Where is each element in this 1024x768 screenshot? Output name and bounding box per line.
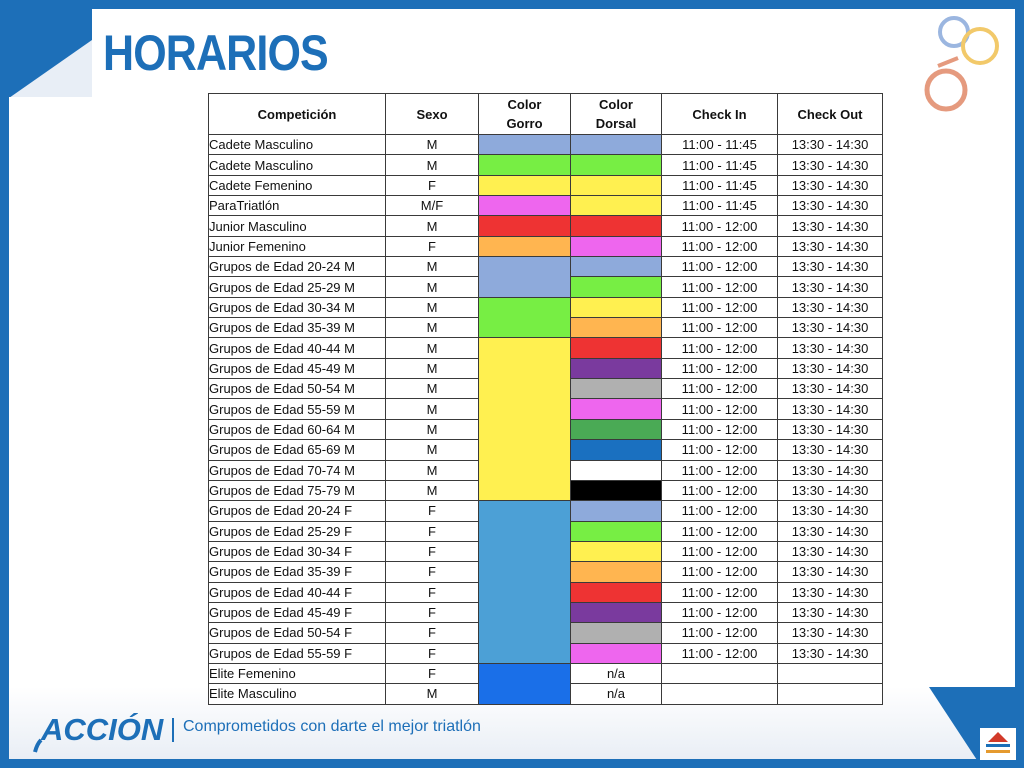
cell-check-in: 11:00 - 12:00 bbox=[662, 399, 778, 419]
cell-check-in: 11:00 - 12:00 bbox=[662, 623, 778, 643]
cell-sexo: M/F bbox=[386, 196, 479, 216]
cell-sexo: M bbox=[386, 379, 479, 399]
cell-check-in: 11:00 - 12:00 bbox=[662, 236, 778, 256]
cell-sexo: F bbox=[386, 663, 479, 683]
table-row bbox=[209, 501, 883, 521]
cell-color-gorro bbox=[479, 338, 571, 501]
cell-check-out: 13:30 - 14:30 bbox=[778, 297, 883, 317]
cell-check-in: 11:00 - 12:00 bbox=[662, 216, 778, 236]
cell-check-out: 13:30 - 14:30 bbox=[778, 480, 883, 500]
cell-check-out: 13:30 - 14:30 bbox=[778, 419, 883, 439]
cell-competicion: Grupos de Edad 75-79 M bbox=[209, 480, 386, 500]
cell-color-dorsal bbox=[571, 135, 662, 155]
cell-sexo: F bbox=[386, 623, 479, 643]
cell-sexo: F bbox=[386, 541, 479, 561]
cell-color-gorro bbox=[479, 175, 571, 195]
frame-left-border bbox=[0, 0, 9, 768]
cell-check-out bbox=[778, 684, 883, 704]
cell-competicion: Grupos de Edad 45-49 F bbox=[209, 602, 386, 622]
table-row bbox=[209, 257, 883, 277]
cell-check-in: 11:00 - 12:00 bbox=[662, 501, 778, 521]
cell-check-in: 11:00 - 12:00 bbox=[662, 582, 778, 602]
cell-check-in: 11:00 - 12:00 bbox=[662, 338, 778, 358]
frame-top-border bbox=[0, 0, 1024, 9]
cell-sexo: F bbox=[386, 501, 479, 521]
schedule-table bbox=[208, 93, 883, 705]
triathlon-badge-icon bbox=[980, 728, 1016, 760]
cell-color-dorsal bbox=[571, 521, 662, 541]
cell-sexo: F bbox=[386, 521, 479, 541]
cell-color-gorro bbox=[479, 663, 571, 704]
cell-check-out: 13:30 - 14:30 bbox=[778, 541, 883, 561]
cell-competicion: Grupos de Edad 20-24 F bbox=[209, 501, 386, 521]
cell-check-in: 11:00 - 12:00 bbox=[662, 643, 778, 663]
cell-color-gorro bbox=[479, 216, 571, 236]
header-color-dorsal: Color Dorsal bbox=[571, 94, 662, 135]
cell-check-out: 13:30 - 14:30 bbox=[778, 257, 883, 277]
cell-competicion: Grupos de Edad 30-34 M bbox=[209, 297, 386, 317]
cell-check-in: 11:00 - 11:45 bbox=[662, 135, 778, 155]
header-color-gorro: Color Gorro bbox=[479, 94, 571, 135]
cell-competicion: Grupos de Edad 25-29 M bbox=[209, 277, 386, 297]
table-row bbox=[209, 135, 883, 155]
cell-sexo: M bbox=[386, 419, 479, 439]
cell-check-in: 11:00 - 12:00 bbox=[662, 440, 778, 460]
olympic-rings-icon bbox=[918, 14, 1008, 116]
cell-check-out: 13:30 - 14:30 bbox=[778, 440, 883, 460]
cell-color-dorsal bbox=[571, 379, 662, 399]
header-check-out: Check Out bbox=[778, 94, 883, 135]
cell-check-in: 11:00 - 12:00 bbox=[662, 419, 778, 439]
cell-check-in: 11:00 - 11:45 bbox=[662, 196, 778, 216]
cell-sexo: M bbox=[386, 480, 479, 500]
cell-check-out: 13:30 - 14:30 bbox=[778, 216, 883, 236]
table-row bbox=[209, 216, 883, 236]
cell-check-in: 11:00 - 11:45 bbox=[662, 155, 778, 175]
cell-color-dorsal bbox=[571, 440, 662, 460]
cell-color-dorsal bbox=[571, 480, 662, 500]
cell-check-out: 13:30 - 14:30 bbox=[778, 277, 883, 297]
cell-check-out: 13:30 - 14:30 bbox=[778, 236, 883, 256]
table-row bbox=[209, 236, 883, 256]
cell-check-out: 13:30 - 14:30 bbox=[778, 501, 883, 521]
cell-color-dorsal bbox=[571, 277, 662, 297]
cell-color-dorsal bbox=[571, 643, 662, 663]
cell-competicion: Grupos de Edad 35-39 M bbox=[209, 318, 386, 338]
cell-color-gorro bbox=[479, 196, 571, 216]
cell-competicion: Grupos de Edad 65-69 M bbox=[209, 440, 386, 460]
cell-check-in: 11:00 - 12:00 bbox=[662, 460, 778, 480]
cell-color-dorsal bbox=[571, 338, 662, 358]
footer-tagline: Comprometidos con darte el mejor triatlón bbox=[183, 718, 481, 735]
cell-color-gorro bbox=[479, 297, 571, 338]
cell-sexo: M bbox=[386, 216, 479, 236]
cell-competicion: Junior Femenino bbox=[209, 236, 386, 256]
cell-sexo: M bbox=[386, 297, 479, 317]
cell-competicion: Grupos de Edad 55-59 F bbox=[209, 643, 386, 663]
cell-color-dorsal bbox=[571, 257, 662, 277]
cell-competicion: Grupos de Edad 35-39 F bbox=[209, 562, 386, 582]
cell-check-out: 13:30 - 14:30 bbox=[778, 643, 883, 663]
table-row bbox=[209, 663, 883, 683]
cell-sexo: M bbox=[386, 318, 479, 338]
table-row bbox=[209, 175, 883, 195]
cell-competicion: Junior Masculino bbox=[209, 216, 386, 236]
cell-color-dorsal bbox=[571, 541, 662, 561]
cell-competicion: ParaTriatlón bbox=[209, 196, 386, 216]
cell-check-out: 13:30 - 14:30 bbox=[778, 338, 883, 358]
cell-color-gorro bbox=[479, 257, 571, 298]
cell-check-out: 13:30 - 14:30 bbox=[778, 623, 883, 643]
cell-competicion: Cadete Femenino bbox=[209, 175, 386, 195]
cell-sexo: F bbox=[386, 236, 479, 256]
cell-sexo: M bbox=[386, 440, 479, 460]
table-header-row bbox=[209, 94, 883, 135]
cell-competicion: Elite Masculino bbox=[209, 684, 386, 704]
cell-color-dorsal bbox=[571, 623, 662, 643]
cell-check-out: 13:30 - 14:30 bbox=[778, 582, 883, 602]
cell-color-dorsal bbox=[571, 236, 662, 256]
cell-check-out: 13:30 - 14:30 bbox=[778, 358, 883, 378]
cell-color-dorsal bbox=[571, 501, 662, 521]
cell-check-out: 13:30 - 14:30 bbox=[778, 521, 883, 541]
cell-color-dorsal bbox=[571, 602, 662, 622]
cell-sexo: F bbox=[386, 582, 479, 602]
cell-color-dorsal bbox=[571, 318, 662, 338]
cell-competicion: Grupos de Edad 55-59 M bbox=[209, 399, 386, 419]
cell-competicion: Cadete Masculino bbox=[209, 155, 386, 175]
cell-check-out: 13:30 - 14:30 bbox=[778, 318, 883, 338]
header-check-in: Check In bbox=[662, 94, 778, 135]
cell-competicion: Grupos de Edad 25-29 F bbox=[209, 521, 386, 541]
cell-check-out: 13:30 - 14:30 bbox=[778, 175, 883, 195]
cell-check-in: 11:00 - 11:45 bbox=[662, 175, 778, 195]
cell-check-in: 11:00 - 12:00 bbox=[662, 379, 778, 399]
cell-color-dorsal bbox=[571, 216, 662, 236]
table-body bbox=[209, 135, 883, 705]
table-row bbox=[209, 155, 883, 175]
cell-color-dorsal bbox=[571, 460, 662, 480]
cell-color-gorro bbox=[479, 236, 571, 256]
cell-color-gorro bbox=[479, 155, 571, 175]
cell-check-in: 11:00 - 12:00 bbox=[662, 257, 778, 277]
cell-color-dorsal bbox=[571, 155, 662, 175]
cell-color-gorro bbox=[479, 501, 571, 664]
frame-bottom-border bbox=[0, 759, 1024, 768]
footer-separator bbox=[172, 718, 174, 742]
cell-competicion: Grupos de Edad 50-54 F bbox=[209, 623, 386, 643]
cell-competicion: Grupos de Edad 60-64 M bbox=[209, 419, 386, 439]
table-row bbox=[209, 196, 883, 216]
cell-color-dorsal bbox=[571, 196, 662, 216]
table-row bbox=[209, 297, 883, 317]
cell-sexo: F bbox=[386, 562, 479, 582]
cell-check-out: 13:30 - 14:30 bbox=[778, 379, 883, 399]
cell-sexo: M bbox=[386, 399, 479, 419]
cell-check-in: 11:00 - 12:00 bbox=[662, 541, 778, 561]
cell-competicion: Grupos de Edad 45-49 M bbox=[209, 358, 386, 378]
cell-sexo: M bbox=[386, 257, 479, 277]
accion-logo bbox=[33, 706, 168, 756]
cell-check-in: 11:00 - 12:00 bbox=[662, 277, 778, 297]
cell-sexo: F bbox=[386, 602, 479, 622]
header-competicion: Competición bbox=[209, 94, 386, 135]
cell-check-in: 11:00 - 12:00 bbox=[662, 562, 778, 582]
cell-check-out bbox=[778, 663, 883, 683]
cell-color-dorsal bbox=[571, 399, 662, 419]
cell-check-in: 11:00 - 12:00 bbox=[662, 521, 778, 541]
cell-color-dorsal bbox=[571, 358, 662, 378]
cell-sexo: M bbox=[386, 338, 479, 358]
cell-competicion: Grupos de Edad 70-74 M bbox=[209, 460, 386, 480]
cell-competicion: Grupos de Edad 40-44 M bbox=[209, 338, 386, 358]
cell-competicion: Grupos de Edad 20-24 M bbox=[209, 257, 386, 277]
svg-text:ACCIÓN: ACCIÓN bbox=[41, 712, 164, 747]
cell-check-out: 13:30 - 14:30 bbox=[778, 399, 883, 419]
cell-competicion: Elite Femenino bbox=[209, 663, 386, 683]
table-row bbox=[209, 338, 883, 358]
cell-check-out: 13:30 - 14:30 bbox=[778, 562, 883, 582]
cell-check-in: 11:00 - 12:00 bbox=[662, 358, 778, 378]
cell-check-in bbox=[662, 663, 778, 683]
cell-color-dorsal bbox=[571, 297, 662, 317]
cell-check-out: 13:30 - 14:30 bbox=[778, 602, 883, 622]
cell-check-in: 11:00 - 12:00 bbox=[662, 602, 778, 622]
cell-color-dorsal: n/a bbox=[571, 684, 662, 704]
cell-color-dorsal bbox=[571, 175, 662, 195]
cell-check-in: 11:00 - 12:00 bbox=[662, 297, 778, 317]
cell-check-in bbox=[662, 684, 778, 704]
header-sexo: Sexo bbox=[386, 94, 479, 135]
cell-competicion: Grupos de Edad 50-54 M bbox=[209, 379, 386, 399]
cell-sexo: M bbox=[386, 460, 479, 480]
cell-competicion: Cadete Masculino bbox=[209, 135, 386, 155]
cell-sexo: F bbox=[386, 643, 479, 663]
cell-check-out: 13:30 - 14:30 bbox=[778, 196, 883, 216]
cell-check-out: 13:30 - 14:30 bbox=[778, 155, 883, 175]
cell-competicion: Grupos de Edad 40-44 F bbox=[209, 582, 386, 602]
cell-check-in: 11:00 - 12:00 bbox=[662, 318, 778, 338]
cell-color-dorsal: n/a bbox=[571, 663, 662, 683]
cell-sexo: M bbox=[386, 155, 479, 175]
cell-check-out: 13:30 - 14:30 bbox=[778, 460, 883, 480]
cell-color-dorsal bbox=[571, 562, 662, 582]
cell-color-gorro bbox=[479, 135, 571, 155]
page-title: HORARIOS bbox=[103, 25, 328, 81]
cell-sexo: M bbox=[386, 358, 479, 378]
frame-right-border bbox=[1015, 0, 1024, 768]
cell-sexo: M bbox=[386, 684, 479, 704]
cell-check-out: 13:30 - 14:30 bbox=[778, 135, 883, 155]
cell-sexo: M bbox=[386, 135, 479, 155]
cell-sexo: F bbox=[386, 175, 479, 195]
cell-color-dorsal bbox=[571, 419, 662, 439]
cell-check-in: 11:00 - 12:00 bbox=[662, 480, 778, 500]
cell-color-dorsal bbox=[571, 582, 662, 602]
cell-sexo: M bbox=[386, 277, 479, 297]
cell-competicion: Grupos de Edad 30-34 F bbox=[209, 541, 386, 561]
